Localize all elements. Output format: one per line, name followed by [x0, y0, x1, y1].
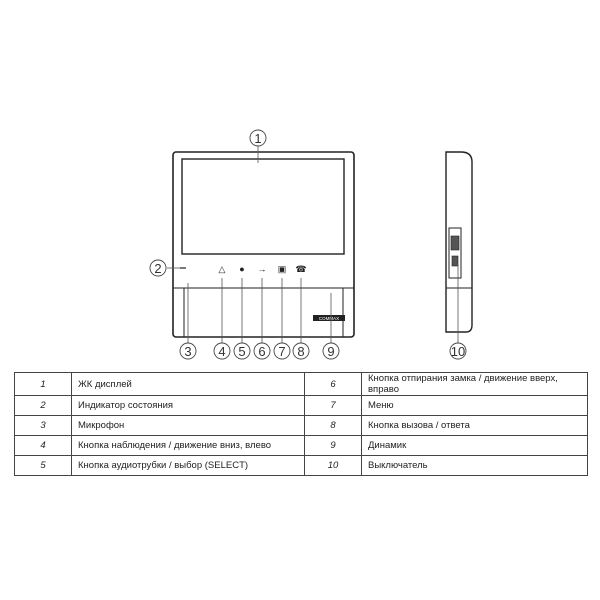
legend-right-num: 9 — [305, 436, 362, 456]
brand-badge: COMMAX — [318, 316, 340, 321]
side-switch-housing — [449, 228, 461, 278]
legend-right-text: Кнопка вызова / ответа — [362, 416, 588, 436]
legend-left-num: 5 — [15, 456, 72, 476]
legend-row — [15, 456, 588, 476]
lcd-screen — [182, 159, 344, 254]
side-port — [452, 256, 458, 266]
callout-2: 2 — [154, 261, 162, 276]
legend-table — [14, 372, 588, 476]
legend-row — [15, 416, 588, 436]
legend-row — [15, 373, 588, 396]
callout-9: 9 — [327, 344, 335, 359]
side-view — [446, 152, 472, 332]
legend-left-num: 4 — [15, 436, 72, 456]
legend-right-text: Кнопка отпирания замка / движение вверх, вправо — [362, 373, 588, 396]
legend-left-text: Кнопка аудиотрубки / выбор (SELECT) — [72, 456, 305, 476]
callout-numbers — [154, 131, 465, 359]
callout-7: 7 — [278, 344, 286, 359]
monitor-body — [173, 152, 354, 337]
callout-1: 1 — [254, 131, 262, 146]
callout-4: 4 — [218, 344, 226, 359]
legend-left-num: 3 — [15, 416, 72, 436]
legend-right-num: 8 — [305, 416, 362, 436]
arrow-right-icon[interactable]: → — [257, 264, 267, 274]
legend-right-num: 6 — [305, 373, 362, 396]
handset-icon[interactable]: ☎ — [295, 264, 307, 274]
legend-row — [15, 436, 588, 456]
front-button-row — [219, 264, 307, 274]
callout-10: 10 — [450, 344, 466, 359]
legend-left-text: ЖК дисплей — [72, 373, 305, 396]
legend-left-text: Микрофон — [72, 416, 305, 436]
callout-5: 5 — [238, 344, 246, 359]
legend-right-num: 10 — [305, 456, 362, 476]
power-switch[interactable] — [451, 236, 459, 250]
legend-left-num: 1 — [15, 373, 72, 396]
legend-right-text: Меню — [362, 396, 588, 416]
callouts — [150, 130, 466, 359]
callout-8: 8 — [297, 344, 305, 359]
legend-left-num: 2 — [15, 396, 72, 416]
legend-left-text: Кнопка наблюдения / движение вниз, влево — [72, 436, 305, 456]
leader-lines — [167, 146, 458, 343]
bell-icon[interactable]: △ — [218, 264, 226, 274]
legend-right-text: Выключатель — [362, 456, 588, 476]
callout-6: 6 — [258, 344, 266, 359]
legend-right-num: 7 — [305, 396, 362, 416]
menu-square-icon[interactable]: ▣ — [277, 264, 287, 274]
circle-icon[interactable]: ● — [239, 264, 245, 274]
front-view — [173, 152, 354, 337]
legend-left-text: Индикатор состояния — [72, 396, 305, 416]
callout-3: 3 — [184, 344, 192, 359]
legend-right-text: Динамик — [362, 436, 588, 456]
legend-row — [15, 396, 588, 416]
